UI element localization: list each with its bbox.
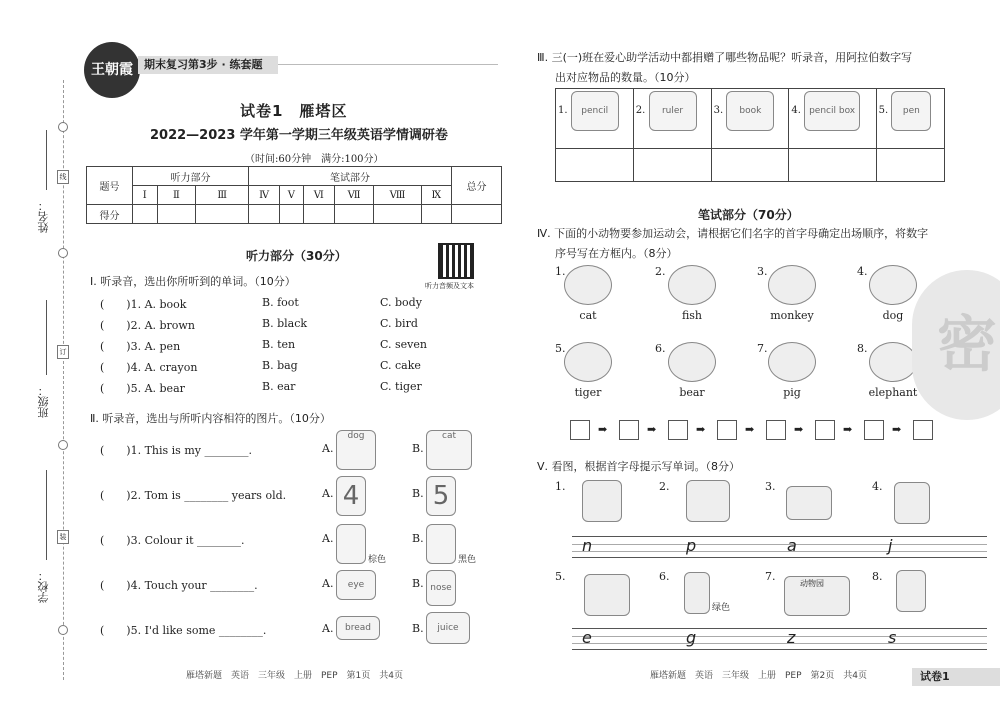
number-six-icon bbox=[896, 570, 926, 612]
part1-item: ( )1. A. book bbox=[100, 298, 187, 311]
dog-picture: dog bbox=[336, 430, 376, 470]
animal-number: 1. bbox=[555, 265, 566, 278]
option-a: A. bbox=[322, 442, 334, 455]
score-cell[interactable] bbox=[421, 205, 451, 224]
part1-option: B. black bbox=[262, 317, 308, 330]
listening-title: 听力部分（30分） bbox=[246, 249, 347, 263]
part4-title-line1: Ⅳ. 下面的小动物要参加运动会，请根据它们名字的首字母确定出场顺序，将数字 bbox=[537, 227, 929, 240]
order-box[interactable] bbox=[717, 420, 737, 440]
paint-bucket-icon bbox=[684, 572, 710, 614]
animal-number: 6. bbox=[655, 342, 666, 355]
zoo-sign: 动物园 bbox=[800, 579, 824, 588]
footer-right: 雁塔新题 英语 三年级 上册 PEP 第2页 共4页 bbox=[650, 671, 867, 681]
binding-mark: 订 bbox=[57, 345, 69, 359]
order-box[interactable] bbox=[913, 420, 933, 440]
word-number: 3. bbox=[765, 480, 776, 493]
header-rule bbox=[278, 64, 498, 65]
th-no: 题号 bbox=[87, 167, 133, 205]
book-picture: book bbox=[726, 91, 774, 131]
eraser-icon bbox=[584, 574, 630, 616]
answer-cell[interactable] bbox=[556, 149, 634, 182]
elephant-icon bbox=[869, 342, 917, 382]
cell-number: 3. bbox=[713, 105, 724, 116]
th-listen: 听力部分 bbox=[133, 167, 249, 186]
hint-letter: s bbox=[888, 628, 897, 647]
th-col: Ⅷ bbox=[374, 186, 421, 205]
animal-name: cat bbox=[579, 309, 597, 322]
donation-cell bbox=[711, 89, 789, 149]
writing-title: 笔试部分（70分） bbox=[698, 208, 799, 222]
part1-item: ( )5. A. bear bbox=[100, 382, 185, 395]
score-cell[interactable] bbox=[280, 205, 303, 224]
paint-bucket-icon bbox=[426, 524, 456, 564]
part3-title-line1: Ⅲ. 三(一)班在爱心助学活动中都捐赠了哪些物品呢？听录音，用阿拉伯数字写 bbox=[537, 51, 913, 64]
option-a: A. bbox=[322, 622, 334, 635]
animal-name: tiger bbox=[574, 386, 602, 399]
arrow-icon: ➡ bbox=[647, 423, 657, 436]
hint-letter: g bbox=[686, 628, 697, 647]
part1-title: Ⅰ. 听录音，选出你所听到的单词。（10分） bbox=[90, 275, 296, 288]
option-b: B. bbox=[412, 532, 424, 545]
th-total: 总分 bbox=[452, 167, 502, 205]
order-box[interactable] bbox=[864, 420, 884, 440]
number-5-picture: 5 bbox=[426, 476, 456, 516]
green-label: 绿色 bbox=[712, 603, 731, 613]
answer-cell[interactable] bbox=[789, 149, 876, 182]
option-a: A. bbox=[322, 487, 334, 500]
option-a: A. bbox=[322, 532, 334, 545]
bear-icon bbox=[668, 342, 716, 382]
part1-item: ( )4. A. crayon bbox=[100, 361, 198, 374]
option-b: B. bbox=[412, 442, 424, 455]
panda-icon bbox=[686, 480, 730, 522]
th-col: Ⅵ bbox=[303, 186, 334, 205]
th-score: 得分 bbox=[87, 205, 133, 224]
score-cell[interactable] bbox=[334, 205, 373, 224]
school-line bbox=[46, 470, 47, 560]
order-box[interactable] bbox=[619, 420, 639, 440]
dog-icon bbox=[869, 265, 917, 305]
part1-option: B. ear bbox=[262, 380, 296, 393]
part1-option: C. body bbox=[380, 296, 422, 309]
part1-option: B. ten bbox=[262, 338, 296, 351]
part1-option: C. cake bbox=[380, 359, 421, 372]
part4-title-line2: 序号写在方框内。（8分） bbox=[555, 247, 678, 260]
nose-picture: nose bbox=[426, 570, 456, 606]
th-col: Ⅴ bbox=[280, 186, 303, 205]
cat-icon bbox=[564, 265, 612, 305]
score-cell[interactable] bbox=[452, 205, 502, 224]
th-col: Ⅳ bbox=[249, 186, 280, 205]
pen-picture: pen bbox=[891, 91, 931, 131]
ruler-picture: ruler bbox=[649, 91, 697, 131]
part1-option: C. seven bbox=[380, 338, 427, 351]
animal-card bbox=[548, 342, 628, 399]
th-col: Ⅲ bbox=[196, 186, 249, 205]
word-number: 1. bbox=[555, 480, 566, 493]
donation-cell bbox=[633, 89, 711, 149]
th-col: Ⅸ bbox=[421, 186, 451, 205]
animal-name: bear bbox=[679, 386, 705, 399]
binding-hole bbox=[58, 248, 68, 258]
part1-option: C. bird bbox=[380, 317, 418, 330]
part1-option: B. foot bbox=[262, 296, 299, 309]
score-cell[interactable] bbox=[133, 205, 158, 224]
cell-number: 4. bbox=[791, 105, 801, 116]
part1-option: B. bag bbox=[262, 359, 298, 372]
animal-number: 8. bbox=[857, 342, 868, 355]
part2-question: ( )5. I'd like some ________. bbox=[100, 624, 267, 637]
footer-left: 雁塔新题 英语 三年级 上册 PEP 第1页 共4页 bbox=[186, 671, 403, 681]
score-cell[interactable] bbox=[157, 205, 196, 224]
word-number: 2. bbox=[659, 480, 670, 493]
animal-name: dog bbox=[882, 309, 904, 322]
answer-cell[interactable] bbox=[711, 149, 789, 182]
animal-number: 7. bbox=[757, 342, 768, 355]
th-col: Ⅱ bbox=[157, 186, 196, 205]
score-cell[interactable] bbox=[303, 205, 334, 224]
paper-title: 试卷1 雁塔区 bbox=[240, 102, 348, 120]
animal-number: 3. bbox=[757, 265, 768, 278]
arrow-icon: ➡ bbox=[843, 423, 853, 436]
juice-glass-icon bbox=[894, 482, 930, 524]
word-number: 7. bbox=[765, 570, 776, 583]
juice-picture: juice bbox=[426, 612, 470, 644]
arrow-icon: ➡ bbox=[745, 423, 755, 436]
animal-number: 5. bbox=[555, 342, 566, 355]
animal-card bbox=[752, 265, 832, 322]
binding-mark: 线 bbox=[57, 170, 69, 184]
fish-icon bbox=[668, 265, 716, 305]
paper-meta: （时间:60分钟 满分:100分） bbox=[245, 154, 384, 165]
animal-name: elephant bbox=[868, 386, 918, 399]
bread-picture: bread bbox=[336, 616, 380, 640]
writing-line[interactable] bbox=[882, 536, 987, 558]
cat-picture: cat bbox=[426, 430, 472, 470]
arrow-icon: ➡ bbox=[696, 423, 706, 436]
binding-mark: 装 bbox=[57, 530, 69, 544]
option-b: B. bbox=[412, 622, 424, 635]
name-label: 姓名： bbox=[37, 200, 50, 233]
th-write: 笔试部分 bbox=[249, 167, 452, 186]
score-table bbox=[86, 166, 502, 224]
pig-icon bbox=[768, 342, 816, 382]
monkey-icon bbox=[768, 265, 816, 305]
number-nine-icon bbox=[582, 480, 622, 522]
option-b: B. bbox=[412, 487, 424, 500]
animal-card bbox=[548, 265, 628, 322]
writing-line[interactable] bbox=[882, 628, 987, 650]
hint-letter: n bbox=[582, 536, 593, 555]
hint-letter: p bbox=[686, 536, 697, 555]
binding-hole bbox=[58, 122, 68, 132]
eye-picture: eye bbox=[336, 570, 376, 600]
part2-question: ( )2. Tom is ________ years old. bbox=[100, 489, 287, 502]
donation-cell bbox=[556, 89, 634, 149]
cell-number: 2. bbox=[635, 105, 646, 116]
qr-caption: 听力音频及文本 bbox=[425, 282, 474, 290]
writing-line[interactable] bbox=[780, 628, 885, 650]
word-number: 8. bbox=[872, 570, 883, 583]
th-col: Ⅶ bbox=[334, 186, 373, 205]
order-box[interactable] bbox=[668, 420, 688, 440]
animal-number: 2. bbox=[655, 265, 666, 278]
step-banner: 期末复习第3步 · 练套题 bbox=[138, 56, 278, 74]
pencil-box-picture: pencil box bbox=[804, 91, 860, 131]
cell-number: 5. bbox=[878, 105, 889, 116]
part2-question: ( )3. Colour it ________. bbox=[100, 534, 245, 547]
binding-strip bbox=[0, 0, 78, 708]
part2-title: Ⅱ. 听录音，选出与所听内容相符的图片。（10分） bbox=[90, 412, 331, 425]
brand-logo: 王朝霞 bbox=[84, 42, 140, 98]
number-4-picture: 4 bbox=[336, 476, 366, 516]
animal-card bbox=[652, 265, 732, 322]
arm-icon bbox=[786, 486, 832, 520]
order-box[interactable] bbox=[815, 420, 835, 440]
arrow-icon: ➡ bbox=[598, 423, 608, 436]
paper-subtitle: 2022—2023 学年第一学期三年级英语学情调研卷 bbox=[150, 128, 448, 143]
word-number: 4. bbox=[872, 480, 883, 493]
animal-name: pig bbox=[783, 386, 801, 399]
qr-code[interactable] bbox=[438, 243, 474, 279]
school-label: 学校： bbox=[37, 570, 50, 603]
score-cell[interactable] bbox=[374, 205, 421, 224]
black-label: 黑色 bbox=[458, 555, 477, 565]
word-number: 5. bbox=[555, 570, 566, 583]
order-box[interactable] bbox=[766, 420, 786, 440]
part1-option: C. tiger bbox=[380, 380, 422, 393]
answer-cell[interactable] bbox=[876, 149, 944, 182]
word-number: 6. bbox=[659, 570, 670, 583]
animal-number: 4. bbox=[857, 265, 868, 278]
donation-cell bbox=[876, 89, 944, 149]
arrow-icon: ➡ bbox=[794, 423, 804, 436]
part2-question: ( )1. This is my ________. bbox=[100, 444, 252, 457]
part5-title: Ⅴ. 看图，根据首字母提示写单词。（8分） bbox=[537, 460, 741, 473]
class-label: 班级： bbox=[37, 385, 50, 418]
tiger-icon bbox=[564, 342, 612, 382]
part1-item: ( )3. A. pen bbox=[100, 340, 181, 353]
animal-card bbox=[652, 342, 732, 399]
animal-name: fish bbox=[681, 309, 703, 322]
th-col: Ⅰ bbox=[133, 186, 158, 205]
binding-hole bbox=[58, 440, 68, 450]
score-cell[interactable] bbox=[196, 205, 249, 224]
part3-title-line2: 出对应物品的数量。（10分） bbox=[555, 71, 696, 84]
hint-letter: j bbox=[888, 536, 893, 555]
name-line bbox=[46, 130, 47, 190]
animal-card bbox=[752, 342, 832, 399]
donation-table bbox=[555, 88, 945, 182]
cell-number: 1. bbox=[558, 105, 568, 116]
order-box[interactable] bbox=[570, 420, 590, 440]
option-b: B. bbox=[412, 577, 424, 590]
hint-letter: z bbox=[787, 628, 796, 647]
secret-stamp: 密 bbox=[912, 270, 1000, 420]
page-tag: 试卷1 bbox=[912, 668, 1000, 686]
paint-bucket-icon bbox=[336, 524, 366, 564]
hint-letter: a bbox=[787, 536, 797, 555]
answer-cell[interactable] bbox=[633, 149, 711, 182]
donation-cell bbox=[789, 89, 876, 149]
class-line bbox=[46, 300, 47, 375]
arrow-icon: ➡ bbox=[892, 423, 902, 436]
part1-item: ( )2. A. brown bbox=[100, 319, 195, 332]
binding-hole bbox=[58, 625, 68, 635]
brown-label: 棕色 bbox=[368, 555, 387, 565]
hint-letter: e bbox=[582, 628, 592, 647]
score-cell[interactable] bbox=[249, 205, 280, 224]
option-a: A. bbox=[322, 577, 334, 590]
animal-name: monkey bbox=[770, 309, 814, 322]
part2-question: ( )4. Touch your ________. bbox=[100, 579, 258, 592]
pencil-picture: pencil bbox=[571, 91, 619, 131]
